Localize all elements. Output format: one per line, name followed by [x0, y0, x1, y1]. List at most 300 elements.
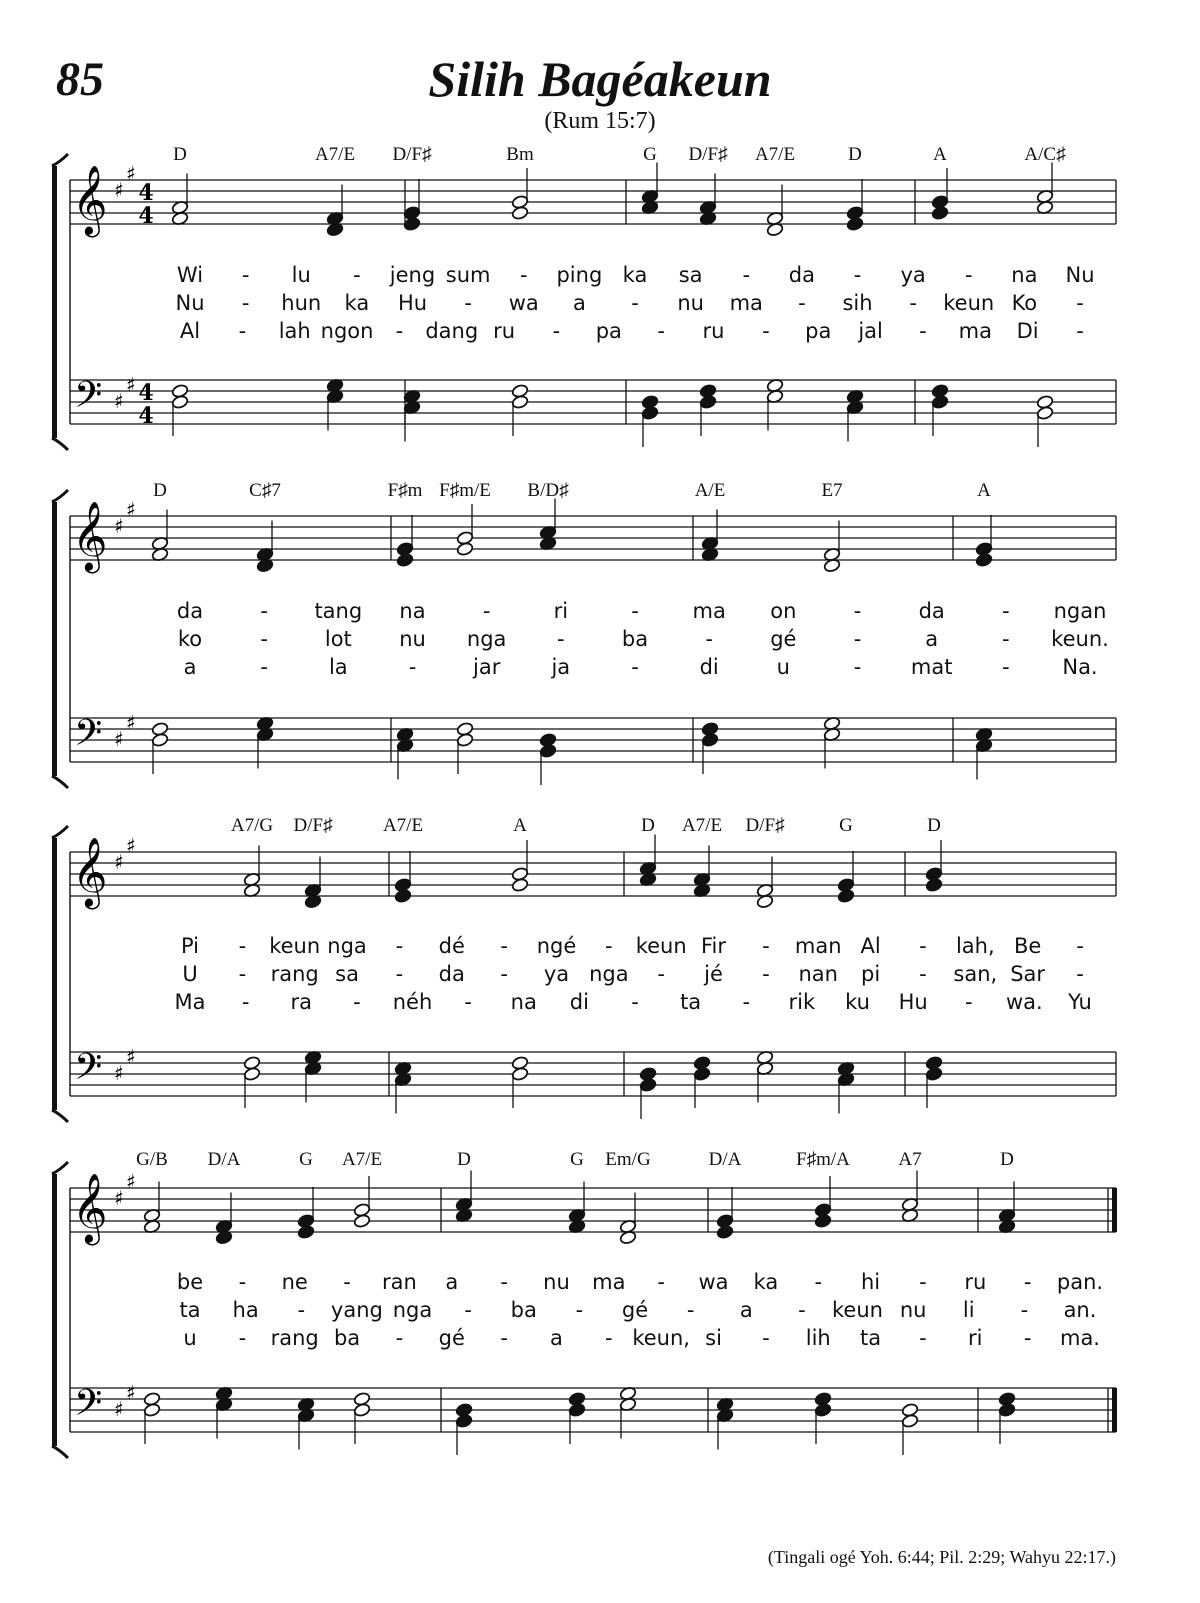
lyric-syllable: gé [770, 627, 797, 651]
system-4-bracket-hook-top [52, 1162, 68, 1174]
lyric-syllable: jal [858, 319, 883, 343]
lyric-syllable: - [464, 990, 472, 1014]
lyric-syllable: - [238, 1326, 247, 1350]
chord-symbol: A7/G [230, 815, 274, 836]
lyric-syllable: lih [805, 1326, 831, 1350]
bass-notehead [701, 733, 719, 748]
lyric-syllable: - [631, 291, 639, 315]
time-signature-denominator: 4 [138, 403, 154, 429]
lyric-syllable: - [343, 1270, 351, 1294]
bass-notehead [456, 733, 474, 748]
chord-symbol: F♯m [387, 480, 423, 501]
lyric-syllable: - [1076, 319, 1084, 343]
lyric-syllable: - [1076, 962, 1084, 986]
lyric-syllable: ra [290, 990, 313, 1014]
bass-notehead [243, 1067, 261, 1082]
lyric-syllable: - [1002, 599, 1010, 623]
lyric-syllable: - [260, 627, 268, 651]
lyric-syllable: lot [324, 627, 352, 651]
lyric-syllable: pi [861, 962, 881, 986]
lyric-syllable: si [705, 1326, 722, 1350]
lyric-syllable: - [853, 627, 862, 651]
lyric-syllable: - [353, 263, 361, 287]
lyric-syllable: Pi [180, 934, 200, 958]
treble-notehead [511, 878, 529, 893]
chord-symbol: A/E [694, 480, 726, 501]
lyric-syllable: la [328, 655, 348, 679]
lyric-syllable: ru [964, 1270, 987, 1294]
lyric-syllable: - [464, 291, 472, 315]
system-3-bracket-hook-bottom [52, 1110, 68, 1122]
lyric-syllable: ngon [320, 319, 374, 343]
lyric-syllable: - [575, 1298, 584, 1322]
lyric-syllable: dang [425, 319, 479, 343]
bass-notehead [143, 1403, 161, 1418]
lyric-syllable: dé [438, 934, 465, 958]
lyric-syllable: ma. [1059, 1326, 1101, 1350]
chord-symbol: G/B [136, 1149, 168, 1170]
chord-symbol: D/A [207, 1149, 241, 1170]
final-barline-thick [1112, 1188, 1117, 1232]
lyric-syllable: da [918, 599, 945, 623]
lyric-syllable: Na. [1062, 655, 1098, 679]
chord-symbol: A [933, 144, 947, 165]
lyric-syllable: da [176, 599, 204, 623]
bass-notehead [353, 1403, 371, 1418]
lyric-syllable: u [183, 1326, 197, 1350]
lyric-syllable: a [739, 1298, 753, 1322]
lyric-syllable: na [510, 990, 537, 1014]
treble-clef-icon: 𝄞 [72, 1173, 108, 1243]
treble-notehead [837, 889, 855, 904]
treble-notehead [814, 1214, 832, 1229]
key-sharp-icon: ♯ [126, 833, 136, 858]
final-barline-thick [1112, 1388, 1117, 1432]
lyric-syllable: rang [270, 1326, 319, 1350]
lyric-syllable: - [500, 934, 508, 958]
lyric-syllable: wa [698, 1270, 729, 1294]
lyric-syllable: rik [788, 990, 816, 1014]
lyric-syllable: - [353, 990, 361, 1014]
lyric-syllable: pan. [1056, 1270, 1104, 1294]
key-sharp-icon: ♯ [114, 1186, 124, 1210]
lyric-syllable: - [238, 1270, 247, 1294]
lyric-syllable: ma [729, 291, 763, 315]
lyric-syllable: gé [621, 1298, 649, 1322]
system-4-bracket [52, 1174, 57, 1446]
chord-symbol: B/D♯ [527, 480, 569, 501]
chord-symbol: Bm [506, 144, 534, 165]
lyric-syllable: ta [680, 990, 702, 1014]
lyric-syllable: hi [861, 1270, 881, 1294]
lyric-syllable: ba [621, 627, 649, 651]
lyric-syllable: - [1076, 934, 1084, 958]
treble-notehead [403, 217, 421, 232]
lyric-syllable: a [572, 291, 586, 315]
bass-notehead [814, 1403, 832, 1418]
key-sharp-icon: ♯ [114, 389, 124, 413]
chord-symbol: A7/E [382, 815, 424, 836]
lyric-syllable: - [395, 1326, 404, 1350]
treble-notehead [975, 553, 993, 568]
lyric-syllable: sa [678, 263, 703, 287]
lyric-syllable: ma [692, 599, 726, 623]
lyric-syllable: Nu [1065, 263, 1095, 287]
bass-clef-icon: 𝄢 [74, 712, 103, 763]
bass-clef-icon: 𝄢 [74, 1046, 103, 1097]
lyric-syllable: - [919, 962, 927, 986]
lyric-syllable: - [686, 1298, 695, 1322]
lyric-syllable: - [631, 599, 639, 623]
system-1-bracket [52, 166, 57, 438]
lyric-syllable: - [919, 319, 927, 343]
key-sharp-icon: ♯ [126, 1380, 136, 1405]
lyric-syllable: jar [472, 655, 501, 679]
bass-notehead [931, 395, 949, 410]
lyric-syllable: - [482, 599, 491, 623]
lyric-syllable: nga [327, 934, 367, 958]
lyric-syllable: wa [508, 291, 539, 315]
lyric-syllable: lu [291, 263, 311, 287]
lyric-syllable: san, [953, 962, 998, 986]
bass-notehead [925, 1067, 943, 1082]
lyric-syllable: ta [179, 1298, 201, 1322]
lyric-syllable: keun [832, 1298, 883, 1322]
lyric-syllable: U [182, 962, 198, 986]
treble-notehead [846, 217, 864, 232]
lyric-syllable: Hu [397, 291, 428, 315]
treble-clef-icon: 𝄞 [72, 837, 108, 907]
lyric-syllable: nu [543, 1270, 570, 1294]
lyric-syllable: Al [179, 319, 201, 343]
lyric-syllable: - [408, 655, 417, 679]
lyric-syllable: a [925, 627, 939, 651]
lyric-syllable: ri [968, 1326, 983, 1350]
lyric-syllable: - [297, 1298, 306, 1322]
system-1-bracket-hook-top [52, 154, 68, 166]
lyric-syllable: sih [842, 291, 873, 315]
chord-symbol: G [839, 815, 853, 836]
lyric-syllable: - [238, 319, 247, 343]
key-sharp-icon: ♯ [114, 850, 124, 874]
lyric-syllable: - [964, 263, 973, 287]
lyric-syllable: lah [278, 319, 311, 343]
lyric-syllable: nga [466, 627, 507, 651]
bass-notehead [699, 395, 717, 410]
lyric-syllable: ri [553, 599, 569, 623]
lyric-syllable: Nu [175, 291, 205, 315]
treble-notehead [931, 206, 949, 221]
lyric-syllable: a [550, 1326, 563, 1350]
bass-notehead [998, 1403, 1016, 1418]
system-2-bracket-hook-bottom [52, 776, 68, 788]
treble-notehead [716, 1225, 734, 1240]
lyric-syllable: - [762, 962, 770, 986]
chord-symbol: D/F♯ [293, 815, 333, 836]
bass-notehead [641, 406, 659, 421]
chord-symbol: Em/G [605, 1149, 651, 1170]
lyric-syllable: di [569, 990, 589, 1014]
system-2-bracket [52, 502, 57, 776]
lyric-syllable: - [657, 319, 665, 343]
lyric-syllable: da [438, 962, 465, 986]
lyric-syllable: Ma [174, 990, 206, 1014]
lyric-syllable: - [241, 291, 250, 315]
lyric-syllable: - [657, 1270, 665, 1294]
lyric-syllable: - [552, 319, 561, 343]
footnote: (Tingali ogé Yoh. 6:44; Pil. 2:29; Wahyu 22:17.) [767, 1547, 1116, 1567]
lyric-syllable: a [183, 655, 197, 679]
lyric-syllable: - [605, 934, 613, 958]
lyric-syllable: - [798, 291, 806, 315]
lyric-syllable: ne [281, 1270, 308, 1294]
lyric-syllable: nga [392, 1298, 433, 1322]
chord-symbol: D/F♯ [745, 815, 785, 836]
lyric-syllable: ka [753, 1270, 779, 1294]
lyric-syllable: ping [556, 263, 603, 287]
chord-symbol: D [173, 144, 187, 165]
lyric-syllable: on [770, 599, 797, 623]
lyric-syllable: Di [1016, 319, 1039, 343]
chord-symbol: D/F♯ [688, 144, 728, 165]
lyric-syllable: jeng [389, 263, 436, 287]
chord-symbol: A7/E [681, 815, 723, 836]
lyric-syllable: ka [622, 263, 648, 287]
lyric-syllable: jé [704, 962, 723, 986]
chord-symbol: D [848, 144, 862, 165]
key-sharp-icon: ♯ [126, 497, 136, 522]
key-sharp-icon: ♯ [114, 178, 124, 202]
lyric-syllable: nu [399, 627, 426, 651]
lyric-syllable: ya [900, 263, 926, 287]
bass-clef-icon: 𝄢 [74, 374, 103, 425]
lyric-syllable: da [788, 263, 815, 287]
treble-clef-icon: 𝄞 [72, 165, 108, 235]
lyric-syllable: keun [943, 291, 995, 315]
lyric-syllable: ngan [1053, 599, 1107, 623]
chord-symbol: A [977, 480, 991, 501]
lyric-syllable: nan [798, 962, 838, 986]
chord-symbol: G [643, 144, 657, 165]
lyric-syllable: keun [635, 934, 687, 958]
system-4-bracket-hook-bottom [52, 1446, 68, 1458]
bass-notehead [568, 1403, 586, 1418]
lyric-syllable: - [238, 934, 247, 958]
lyric-syllable: ya [543, 962, 570, 986]
lyric-syllable: - [919, 1326, 927, 1350]
chord-symbol: A7 [898, 1149, 922, 1170]
bass-notehead [693, 1067, 711, 1082]
hymn-title: Silih Bagéakeun [428, 51, 772, 107]
system-3-bracket [52, 838, 57, 1110]
lyric-syllable: - [557, 627, 565, 651]
chord-symbol: A7/E [314, 144, 356, 165]
lyric-syllable: - [798, 1298, 806, 1322]
lyric-syllable: ba [333, 1326, 361, 1350]
time-signature-numerator: 4 [138, 380, 154, 406]
lyric-syllable: Al [860, 934, 881, 958]
lyric-syllable: - [742, 263, 751, 287]
lyric-syllable: - [1002, 627, 1010, 651]
lyric-syllable: - [260, 655, 268, 679]
bass-notehead [511, 1067, 529, 1082]
chord-symbol: D [153, 480, 167, 501]
lyric-syllable: ru [702, 319, 725, 343]
time-signature-numerator: 4 [138, 180, 154, 206]
treble-notehead [925, 878, 943, 893]
lyric-syllable: Hu [898, 990, 928, 1014]
chord-symbol: D [1000, 1149, 1014, 1170]
lyric-syllable: - [1002, 655, 1010, 679]
lyric-syllable: keun [269, 934, 321, 958]
lyric-syllable: - [762, 1326, 770, 1350]
chord-symbol: A/C♯ [1024, 144, 1066, 165]
lyric-syllable: yang [330, 1298, 383, 1322]
lyric-syllable: a [445, 1270, 459, 1294]
lyric-syllable: nu [899, 1298, 927, 1322]
bass-notehead [455, 1414, 473, 1429]
lyric-syllable: néh [392, 990, 433, 1014]
lyric-syllable: - [853, 263, 862, 287]
lyric-syllable: ku [845, 990, 870, 1014]
lyric-syllable: - [395, 319, 404, 343]
key-sharp-icon: ♯ [114, 1397, 124, 1421]
treble-notehead [456, 542, 474, 557]
lyric-syllable: - [919, 1270, 927, 1294]
lyric-syllable: Be [1013, 934, 1042, 958]
lyric-syllable: - [605, 1326, 613, 1350]
lyric-syllable: gé [438, 1326, 465, 1350]
lyric-syllable: - [260, 599, 268, 623]
lyric-syllable: - [814, 1270, 823, 1294]
lyric-syllable: - [919, 934, 927, 958]
lyric-syllable: pa [805, 319, 832, 343]
scripture-reference: (Rum 15:7) [544, 108, 656, 134]
lyric-syllable: ru [493, 319, 516, 343]
lyric-syllable: Fir [701, 934, 727, 958]
chord-symbol: A7/E [341, 1149, 383, 1170]
chord-symbol: A7/E [754, 144, 796, 165]
lyric-syllable: sum [445, 263, 491, 287]
chord-symbol: F♯m/A [796, 1149, 850, 1170]
system-3-bracket-hook-top [52, 826, 68, 838]
lyric-syllable: ba [510, 1298, 537, 1322]
lyric-syllable: nga [589, 962, 629, 986]
chord-symbol: C♯7 [249, 480, 281, 501]
treble-notehead [394, 889, 412, 904]
key-sharp-icon: ♯ [114, 1061, 124, 1085]
chord-symbol: D/A [708, 1149, 742, 1170]
key-sharp-icon: ♯ [126, 1044, 136, 1069]
lyric-syllable: tang [314, 599, 363, 623]
chord-symbol: F♯m/E [439, 480, 491, 501]
lyric-syllable: keun. [1051, 627, 1109, 651]
lyric-syllable: rang [270, 962, 319, 986]
lyric-syllable: wa. [1006, 990, 1043, 1014]
lyric-syllable: - [1023, 1326, 1032, 1350]
lyric-syllable: ka [344, 291, 370, 315]
lyric-syllable: u [776, 655, 790, 679]
time-signature-denominator: 4 [138, 203, 154, 229]
lyric-syllable: ko [177, 627, 203, 651]
hymn-number: 85 [56, 53, 104, 106]
lyric-syllable: hun [281, 291, 322, 315]
system-2-bracket-hook-top [52, 490, 68, 502]
key-sharp-icon: ♯ [114, 727, 124, 751]
chord-symbol: G [570, 1149, 584, 1170]
lyric-syllable: - [1020, 1298, 1029, 1322]
lyric-syllable: na [399, 599, 426, 623]
lyric-syllable: ha [232, 1298, 259, 1322]
lyric-syllable: Ko [1011, 291, 1038, 315]
lyric-syllable: - [519, 263, 528, 287]
lyric-syllable: an. [1063, 1298, 1097, 1322]
system-1-bracket-hook-bottom [52, 438, 68, 450]
bass-notehead [539, 744, 557, 759]
bass-notehead [639, 1078, 657, 1093]
lyric-syllable: - [762, 934, 770, 958]
chord-symbol: D/F♯ [392, 144, 432, 165]
chord-symbol: A [513, 815, 527, 836]
bass-notehead [901, 1414, 919, 1429]
lyric-syllable: be [176, 1270, 204, 1294]
bass-notehead [171, 395, 189, 410]
lyric-syllable: Wi [176, 263, 204, 287]
treble-notehead [297, 1225, 315, 1240]
chord-symbol: D [641, 815, 655, 836]
key-sharp-icon: ♯ [126, 372, 136, 397]
key-sharp-icon: ♯ [126, 1169, 136, 1194]
chord-symbol: G [299, 1149, 313, 1170]
lyric-syllable: li [962, 1298, 975, 1322]
lyric-syllable: ngé [536, 934, 577, 958]
treble-notehead [396, 553, 414, 568]
lyric-syllable: - [395, 934, 404, 958]
bass-notehead [511, 395, 529, 410]
lyric-syllable: keun, [632, 1326, 690, 1350]
lyric-syllable: ran [382, 1270, 417, 1294]
lyric-syllable: - [395, 962, 404, 986]
lyric-syllable: - [238, 962, 247, 986]
key-sharp-icon: ♯ [126, 710, 136, 735]
lyric-syllable: di [699, 655, 719, 679]
lyric-syllable: - [705, 627, 713, 651]
lyric-syllable: man [794, 934, 842, 958]
lyric-syllable: na [1011, 263, 1038, 287]
lyric-syllable: - [631, 990, 639, 1014]
treble-clef-icon: 𝄞 [72, 501, 108, 571]
treble-notehead [511, 206, 529, 221]
lyric-syllable: - [853, 599, 862, 623]
lyric-syllable: - [762, 319, 770, 343]
lyric-syllable: Yu [1068, 990, 1092, 1014]
lyric-syllable: sa [335, 962, 359, 986]
lyric-syllable: - [631, 655, 639, 679]
lyric-syllable: mat [910, 655, 953, 679]
lyric-syllable: - [964, 990, 973, 1014]
bass-notehead [1036, 406, 1054, 421]
lyric-syllable: ma [958, 319, 992, 343]
lyric-syllable: ta [860, 1326, 882, 1350]
key-sharp-icon: ♯ [114, 514, 124, 538]
key-sharp-icon: ♯ [126, 161, 136, 186]
lyric-syllable: - [853, 655, 862, 679]
lyric-syllable: - [500, 1270, 508, 1294]
lyric-syllable: - [909, 291, 917, 315]
lyric-syllable: - [500, 962, 508, 986]
lyric-syllable: pa [595, 319, 622, 343]
bass-clef-icon: 𝄢 [74, 1382, 103, 1433]
